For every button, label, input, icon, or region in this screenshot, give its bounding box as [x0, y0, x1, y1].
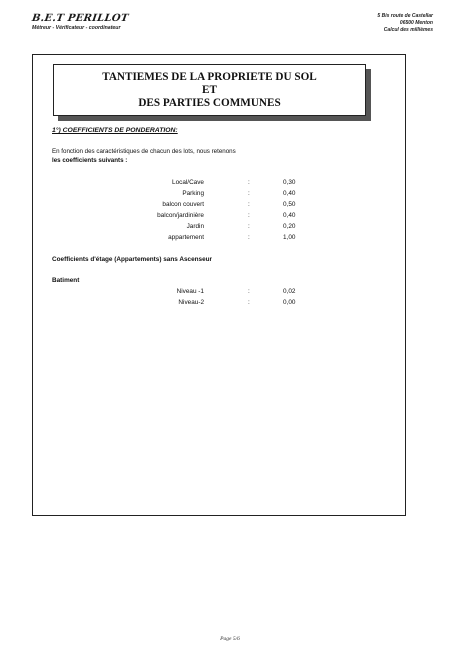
level-row — [0, 288, 460, 298]
level-label: Niveau -1 — [176, 288, 204, 295]
separator: : — [248, 223, 250, 230]
address-line: 06500 Menton — [399, 20, 433, 26]
coefficient-value: 0,50 — [283, 201, 296, 208]
floor-coefficients-heading: Coefficients d'étage (Appartements) sans Ascenseur — [52, 256, 213, 263]
coefficient-value: 0,20 — [283, 223, 296, 230]
intro-text: En fonction des caractéristiques de chacun des lots, nous retenons — [52, 148, 236, 155]
separator: : — [248, 212, 250, 219]
coefficient-row — [0, 223, 460, 233]
coefficient-row — [0, 201, 460, 211]
separator: : — [248, 190, 250, 197]
coefficient-label: balcon/jardinière — [157, 212, 204, 219]
coefficient-row — [0, 212, 460, 222]
page-frame — [32, 54, 406, 516]
separator: : — [248, 234, 250, 241]
building-label: Batiment — [52, 277, 80, 284]
level-label: Niveau-2 — [178, 299, 204, 306]
title-line: TANTIEMES DE LA PROPRIETE DU SOL — [102, 71, 317, 83]
separator: : — [248, 179, 250, 186]
separator: : — [248, 201, 250, 208]
section-heading: 1°) COEFFICIENTS DE PONDERATION: — [52, 127, 178, 134]
title-line: ET — [202, 84, 217, 96]
coefficient-value: 0,40 — [283, 212, 296, 219]
level-value: 0,02 — [283, 288, 296, 295]
title-line: DES PARTIES COMMUNES — [138, 97, 281, 109]
coefficient-label: Parking — [182, 190, 204, 197]
separator: : — [248, 299, 250, 306]
document-subject: Calcul des millièmes — [383, 27, 433, 33]
company-logo: B.E.T PERILLOT — [31, 13, 130, 24]
coefficient-row — [0, 234, 460, 244]
coefficient-label: balcon couvert — [162, 201, 204, 208]
coefficient-value: 0,40 — [283, 190, 296, 197]
coefficient-value: 0,30 — [283, 179, 296, 186]
separator: : — [248, 288, 250, 295]
coefficient-row — [0, 179, 460, 189]
coefficient-value: 1,00 — [283, 234, 296, 241]
level-row — [0, 299, 460, 309]
intro-text-bold: les coefficients suivants : — [52, 157, 128, 164]
coefficient-label: appartement — [168, 234, 204, 241]
address-line: 5 Bis route de Castellar — [377, 13, 433, 19]
company-address — [377, 13, 433, 34]
coefficient-label: Local/Cave — [172, 179, 204, 186]
coefficient-label: Jardin — [186, 223, 204, 230]
coefficient-row — [0, 190, 460, 200]
level-value: 0,00 — [283, 299, 296, 306]
company-tagline: Métreur - Vérificateur - coordinateur — [32, 25, 121, 31]
page-number: Page 5/6 — [220, 636, 240, 642]
title-box — [53, 64, 366, 116]
